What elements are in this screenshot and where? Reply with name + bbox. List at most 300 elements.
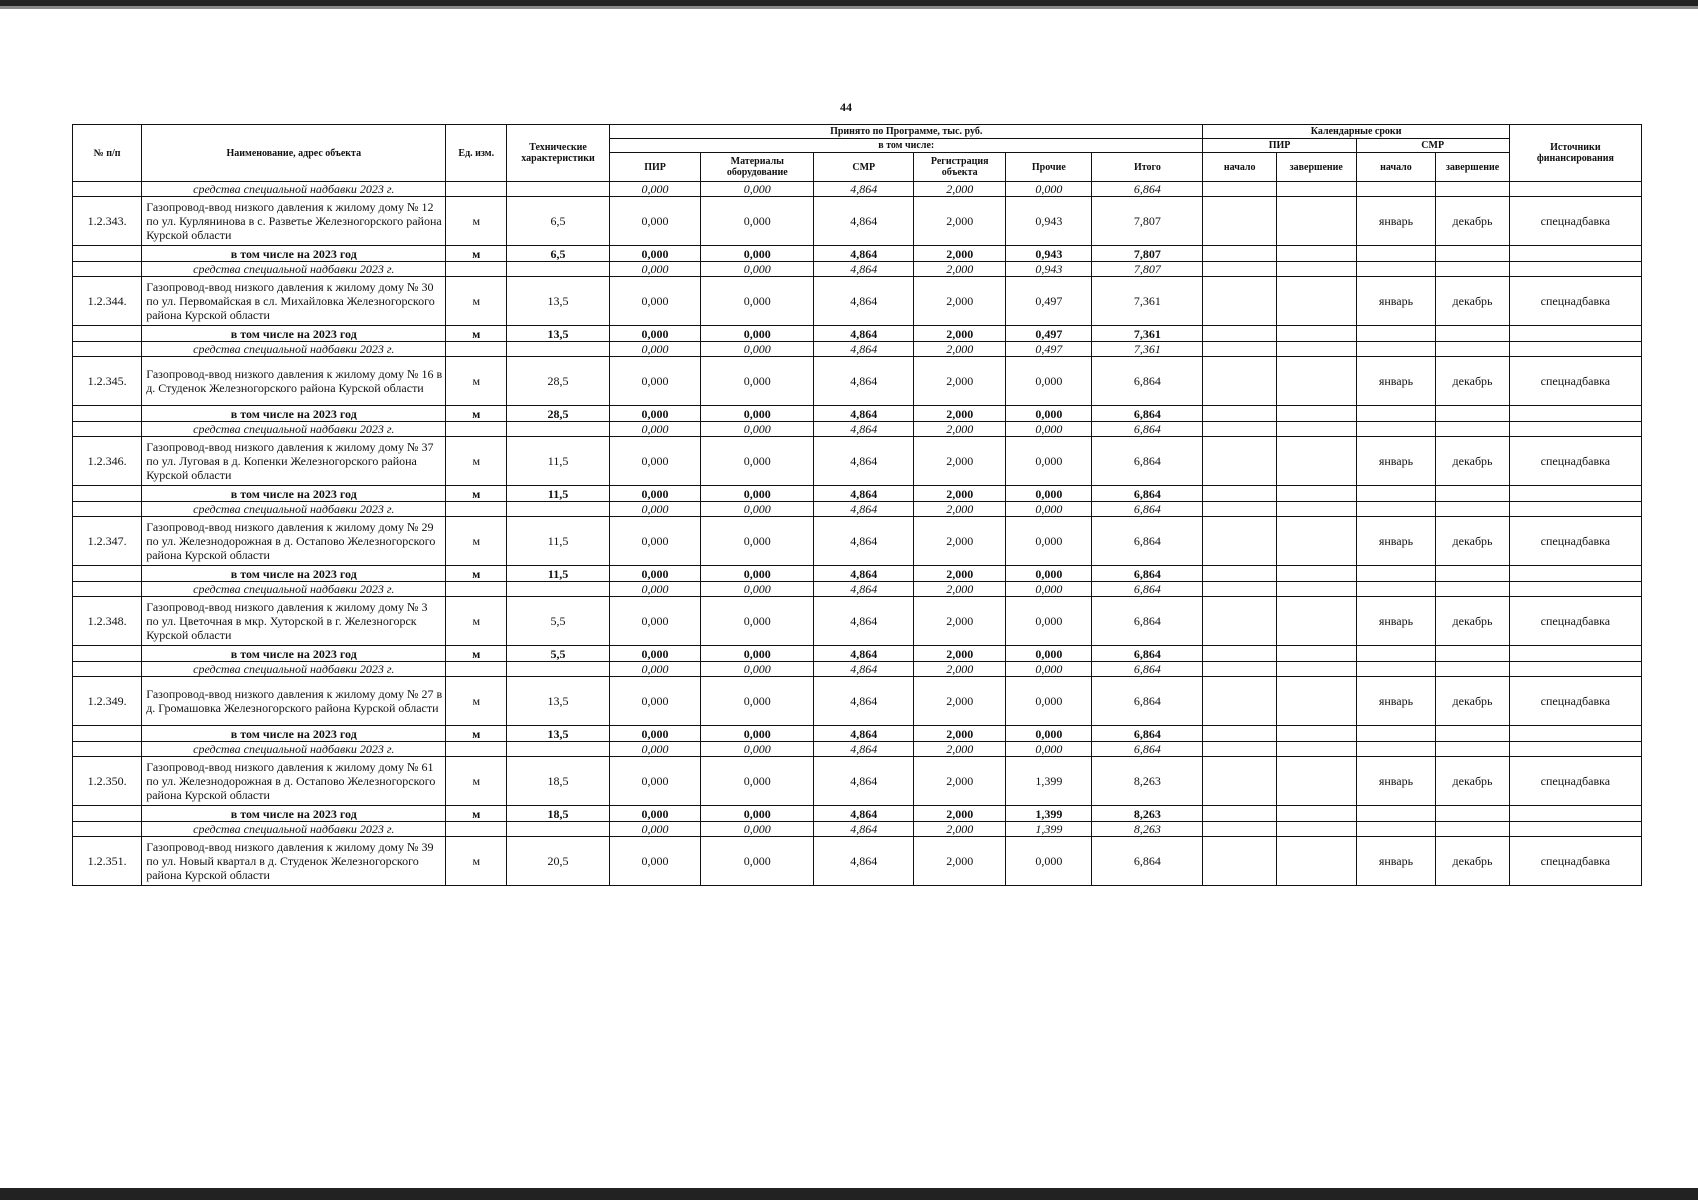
subtotal-unit: м <box>446 486 507 502</box>
header-calendar: Календарные сроки <box>1203 125 1509 139</box>
table-cell <box>1356 486 1436 502</box>
item-other: 0,000 <box>1006 837 1092 886</box>
table-row <box>73 757 1642 806</box>
fund-row <box>73 662 1642 677</box>
fund-materials: 0,000 <box>701 502 814 517</box>
fund-row <box>73 422 1642 437</box>
subtotal-tech: 18,5 <box>507 806 610 822</box>
item-other: 0,000 <box>1006 597 1092 646</box>
fund-label: средства специальной надбавки 2023 г. <box>142 582 446 597</box>
item-pir: 0,000 <box>609 837 700 886</box>
table-cell <box>1356 246 1436 262</box>
item-pir-start <box>1203 437 1276 486</box>
table-cell <box>446 742 507 757</box>
fund-num <box>73 582 142 597</box>
subtotal-pir: 0,000 <box>609 806 700 822</box>
subtotal-materials: 0,000 <box>701 326 814 342</box>
fund-label: средства специальной надбавки 2023 г. <box>142 422 446 437</box>
item-pir-start <box>1203 597 1276 646</box>
item-smr-start: январь <box>1356 437 1436 486</box>
fund-materials: 0,000 <box>701 342 814 357</box>
table-cell <box>446 342 507 357</box>
item-tech: 5,5 <box>507 597 610 646</box>
table-cell <box>1203 822 1276 837</box>
fund-pir: 0,000 <box>609 742 700 757</box>
item-pir-end <box>1276 197 1356 246</box>
table-header <box>73 125 1642 182</box>
subtotal-label: в том числе на 2023 год <box>142 726 446 742</box>
item-name: Газопровод-ввод низкого давления к жилому дому № 12 по ул. Курлянинова в с. Разветье Железногорского района Курской области <box>142 197 446 246</box>
item-pir-start <box>1203 517 1276 566</box>
item-unit: м <box>446 757 507 806</box>
fund-registration: 2,000 <box>914 662 1006 677</box>
subtotal-label: в том числе на 2023 год <box>142 566 446 582</box>
subtotal-other: 0,943 <box>1006 246 1092 262</box>
item-smr: 4,864 <box>814 757 914 806</box>
fund-smr: 4,864 <box>814 582 914 597</box>
table-cell <box>446 582 507 597</box>
item-smr-start: январь <box>1356 517 1436 566</box>
table-cell <box>1276 406 1356 422</box>
subtotal-row <box>73 406 1642 422</box>
item-funding: спецнадбавка <box>1509 197 1641 246</box>
item-registration: 2,000 <box>914 197 1006 246</box>
fund-smr: 4,864 <box>814 662 914 677</box>
header-registration: Регистрация объекта <box>914 153 1006 182</box>
item-unit: м <box>446 837 507 886</box>
subtotal-other: 0,000 <box>1006 486 1092 502</box>
table-cell <box>1203 726 1276 742</box>
subtotal-registration: 2,000 <box>914 726 1006 742</box>
item-tech: 28,5 <box>507 357 610 406</box>
table-cell <box>446 502 507 517</box>
item-pir-start <box>1203 757 1276 806</box>
subtotal-num <box>73 246 142 262</box>
item-smr: 4,864 <box>814 677 914 726</box>
fund-num <box>73 742 142 757</box>
fund-total: 6,864 <box>1092 742 1203 757</box>
subtotal-row <box>73 246 1642 262</box>
header-pir: ПИР <box>609 153 700 182</box>
item-smr: 4,864 <box>814 837 914 886</box>
table-cell <box>1509 486 1641 502</box>
table-cell <box>1509 262 1641 277</box>
table-cell <box>1356 662 1436 677</box>
fund-total: 6,864 <box>1092 662 1203 677</box>
subtotal-smr: 4,864 <box>814 646 914 662</box>
item-registration: 2,000 <box>914 677 1006 726</box>
subtotal-num <box>73 486 142 502</box>
table-cell <box>1276 422 1356 437</box>
header-group-pir: ПИР <box>1203 139 1356 153</box>
fund-row <box>73 182 1642 197</box>
subtotal-unit: м <box>446 246 507 262</box>
item-smr-end: декабрь <box>1436 757 1509 806</box>
item-name: Газопровод-ввод низкого давления к жилому дому № 37 по ул. Луговая в д. Копенки Железногорского района Курской области <box>142 437 446 486</box>
item-total: 7,807 <box>1092 197 1203 246</box>
table-cell <box>1356 502 1436 517</box>
subtotal-smr: 4,864 <box>814 726 914 742</box>
item-smr-end: декабрь <box>1436 197 1509 246</box>
item-unit: м <box>446 517 507 566</box>
item-smr: 4,864 <box>814 197 914 246</box>
fund-registration: 2,000 <box>914 422 1006 437</box>
table-row <box>73 437 1642 486</box>
subtotal-unit: м <box>446 806 507 822</box>
item-pir-end <box>1276 517 1356 566</box>
subtotal-pir: 0,000 <box>609 486 700 502</box>
subtotal-registration: 2,000 <box>914 646 1006 662</box>
table-cell <box>1436 806 1509 822</box>
table-cell <box>1276 806 1356 822</box>
subtotal-num <box>73 326 142 342</box>
item-total: 6,864 <box>1092 437 1203 486</box>
item-unit: м <box>446 197 507 246</box>
fund-other: 0,000 <box>1006 182 1092 197</box>
table-cell <box>1436 662 1509 677</box>
item-pir-end <box>1276 837 1356 886</box>
item-pir-end <box>1276 757 1356 806</box>
subtotal-row <box>73 566 1642 582</box>
fund-materials: 0,000 <box>701 262 814 277</box>
item-registration: 2,000 <box>914 757 1006 806</box>
table-cell <box>1276 326 1356 342</box>
subtotal-row <box>73 646 1642 662</box>
item-funding: спецнадбавка <box>1509 597 1641 646</box>
item-materials: 0,000 <box>701 437 814 486</box>
item-other: 0,000 <box>1006 677 1092 726</box>
table-cell <box>507 262 610 277</box>
subtotal-num <box>73 806 142 822</box>
table-cell <box>507 422 610 437</box>
subtotal-pir: 0,000 <box>609 326 700 342</box>
fund-materials: 0,000 <box>701 742 814 757</box>
fund-label: средства специальной надбавки 2023 г. <box>142 662 446 677</box>
subtotal-tech: 6,5 <box>507 246 610 262</box>
subtotal-num <box>73 726 142 742</box>
fund-other: 0,000 <box>1006 582 1092 597</box>
table-cell <box>1276 262 1356 277</box>
item-registration: 2,000 <box>914 277 1006 326</box>
subtotal-tech: 13,5 <box>507 326 610 342</box>
subtotal-other: 1,399 <box>1006 806 1092 822</box>
subtotal-other: 0,000 <box>1006 726 1092 742</box>
header-smr-end: завершение <box>1436 153 1509 182</box>
fund-row <box>73 742 1642 757</box>
table-cell <box>1356 822 1436 837</box>
table-cell <box>1356 262 1436 277</box>
fund-smr: 4,864 <box>814 822 914 837</box>
subtotal-tech: 13,5 <box>507 726 610 742</box>
table-cell <box>1276 342 1356 357</box>
fund-total: 6,864 <box>1092 582 1203 597</box>
item-smr-start: январь <box>1356 357 1436 406</box>
fund-label: средства специальной надбавки 2023 г. <box>142 502 446 517</box>
fund-registration: 2,000 <box>914 342 1006 357</box>
item-name: Газопровод-ввод низкого давления к жилому дому № 3 по ул. Цветочная в мкр. Хуторской в г. Железногорск Курской области <box>142 597 446 646</box>
subtotal-label: в том числе на 2023 год <box>142 646 446 662</box>
fund-row <box>73 262 1642 277</box>
item-smr-end: декабрь <box>1436 837 1509 886</box>
table-cell <box>1203 662 1276 677</box>
subtotal-other: 0,497 <box>1006 326 1092 342</box>
table-cell <box>1436 502 1509 517</box>
item-other: 0,000 <box>1006 437 1092 486</box>
item-other: 0,943 <box>1006 197 1092 246</box>
table-cell <box>446 262 507 277</box>
fund-label: средства специальной надбавки 2023 г. <box>142 262 446 277</box>
header-other: Прочие <box>1006 153 1092 182</box>
item-registration: 2,000 <box>914 597 1006 646</box>
table-cell <box>507 342 610 357</box>
item-name: Газопровод-ввод низкого давления к жилому дому № 16 в д. Студенок Железногорского района Курской области <box>142 357 446 406</box>
item-pir: 0,000 <box>609 197 700 246</box>
fund-pir: 0,000 <box>609 502 700 517</box>
table-cell <box>507 502 610 517</box>
table-cell <box>1509 502 1641 517</box>
item-smr: 4,864 <box>814 357 914 406</box>
item-pir-start <box>1203 837 1276 886</box>
table-cell <box>1356 806 1436 822</box>
item-number: 1.2.343. <box>73 197 142 246</box>
header-num: № п/п <box>73 125 142 182</box>
table-cell <box>1436 326 1509 342</box>
item-total: 6,864 <box>1092 837 1203 886</box>
item-number: 1.2.349. <box>73 677 142 726</box>
subtotal-label: в том числе на 2023 год <box>142 326 446 342</box>
fund-label: средства специальной надбавки 2023 г. <box>142 742 446 757</box>
table-cell <box>446 822 507 837</box>
table-row <box>73 517 1642 566</box>
subtotal-smr: 4,864 <box>814 566 914 582</box>
item-registration: 2,000 <box>914 837 1006 886</box>
item-funding: спецнадбавка <box>1509 357 1641 406</box>
item-name: Газопровод-ввод низкого давления к жилому дому № 39 по ул. Новый квартал в д. Студенок Железногорского района Курской области <box>142 837 446 886</box>
item-total: 6,864 <box>1092 677 1203 726</box>
item-pir-end <box>1276 357 1356 406</box>
subtotal-pir: 0,000 <box>609 246 700 262</box>
fund-mat: 0,000 <box>701 182 814 197</box>
table-body <box>73 182 1642 886</box>
item-pir-end <box>1276 597 1356 646</box>
table-cell <box>1276 742 1356 757</box>
fund-smr: 4,864 <box>814 182 914 197</box>
table-cell <box>1203 502 1276 517</box>
subtotal-row <box>73 806 1642 822</box>
table-cell <box>1203 646 1276 662</box>
table-row <box>73 197 1642 246</box>
subtotal-smr: 4,864 <box>814 806 914 822</box>
item-name: Газопровод-ввод низкого давления к жилому дому № 30 по ул. Первомайская в сл. Михайловка Железногорского района Курской области <box>142 277 446 326</box>
subtotal-registration: 2,000 <box>914 566 1006 582</box>
subtotal-pir: 0,000 <box>609 406 700 422</box>
subtotal-pir: 0,000 <box>609 726 700 742</box>
subtotal-other: 0,000 <box>1006 646 1092 662</box>
item-smr-end: декабрь <box>1436 677 1509 726</box>
subtotal-num <box>73 566 142 582</box>
table-cell <box>1509 662 1641 677</box>
fund-pir: 0,000 <box>609 262 700 277</box>
item-pir-end <box>1276 677 1356 726</box>
table-cell <box>1203 342 1276 357</box>
table-cell <box>1276 502 1356 517</box>
header-unit: Ед. изм. <box>446 125 507 182</box>
item-tech: 13,5 <box>507 677 610 726</box>
subtotal-total: 6,864 <box>1092 646 1203 662</box>
fund-label: средства специальной надбавки 2023 г. <box>142 822 446 837</box>
header-funding: Источники финансирования <box>1509 125 1641 182</box>
fund-pir: 0,000 <box>609 342 700 357</box>
item-materials: 0,000 <box>701 757 814 806</box>
item-registration: 2,000 <box>914 517 1006 566</box>
item-pir: 0,000 <box>609 277 700 326</box>
item-tech: 11,5 <box>507 517 610 566</box>
fund-reg: 2,000 <box>914 182 1006 197</box>
item-tech: 13,5 <box>507 277 610 326</box>
item-name: Газопровод-ввод низкого давления к жилому дому № 27 в д. Громашовка Железногорского района Курской области <box>142 677 446 726</box>
subtotal-smr: 4,864 <box>814 246 914 262</box>
table-cell <box>1356 646 1436 662</box>
table-cell <box>1203 742 1276 757</box>
fund-pir: 0,000 <box>609 822 700 837</box>
page-number: 44 <box>840 100 852 114</box>
item-smr-end: декабрь <box>1436 277 1509 326</box>
item-materials: 0,000 <box>701 517 814 566</box>
item-smr-start: январь <box>1356 597 1436 646</box>
table-cell <box>1276 662 1356 677</box>
table-cell <box>507 582 610 597</box>
item-materials: 0,000 <box>701 357 814 406</box>
table-cell <box>1203 262 1276 277</box>
item-number: 1.2.350. <box>73 757 142 806</box>
table-cell <box>1203 806 1276 822</box>
subtotal-materials: 0,000 <box>701 726 814 742</box>
fund-total: 7,807 <box>1092 262 1203 277</box>
item-tech: 6,5 <box>507 197 610 246</box>
table-cell <box>1276 726 1356 742</box>
table-cell <box>1436 566 1509 582</box>
table-cell <box>1276 582 1356 597</box>
item-pir-start <box>1203 197 1276 246</box>
subtotal-registration: 2,000 <box>914 406 1006 422</box>
table-cell <box>1509 246 1641 262</box>
subtotal-pir: 0,000 <box>609 566 700 582</box>
fund-smr: 4,864 <box>814 422 914 437</box>
table-cell <box>1276 646 1356 662</box>
table-cell <box>1276 246 1356 262</box>
fund-label: средства специальной надбавки 2023 г. <box>142 342 446 357</box>
item-funding: спецнадбавка <box>1509 277 1641 326</box>
subtotal-total: 6,864 <box>1092 566 1203 582</box>
item-smr-end: декабрь <box>1436 437 1509 486</box>
subtotal-tech: 28,5 <box>507 406 610 422</box>
table-cell <box>1356 422 1436 437</box>
subtotal-tech: 11,5 <box>507 566 610 582</box>
subtotal-unit: м <box>446 566 507 582</box>
table-cell <box>1436 646 1509 662</box>
table-cell <box>1509 422 1641 437</box>
fund-pir: 0,000 <box>609 182 700 197</box>
subtotal-row <box>73 726 1642 742</box>
fund-other: 0,000 <box>1006 422 1092 437</box>
item-pir-start <box>1203 357 1276 406</box>
item-pir: 0,000 <box>609 677 700 726</box>
subtotal-smr: 4,864 <box>814 326 914 342</box>
item-smr-end: декабрь <box>1436 357 1509 406</box>
header-group-smr: СМР <box>1356 139 1509 153</box>
fund-registration: 2,000 <box>914 742 1006 757</box>
subtotal-registration: 2,000 <box>914 246 1006 262</box>
item-total: 8,263 <box>1092 757 1203 806</box>
header-including: в том числе: <box>609 139 1203 153</box>
subtotal-row <box>73 326 1642 342</box>
fund-total: 6,864 <box>1092 422 1203 437</box>
item-number: 1.2.351. <box>73 837 142 886</box>
subtotal-registration: 2,000 <box>914 806 1006 822</box>
subtotal-label: в том числе на 2023 год <box>142 246 446 262</box>
subtotal-num <box>73 646 142 662</box>
fund-num <box>73 262 142 277</box>
table-cell <box>1509 566 1641 582</box>
item-total: 6,864 <box>1092 357 1203 406</box>
item-funding: спецнадбавка <box>1509 757 1641 806</box>
fund-registration: 2,000 <box>914 582 1006 597</box>
header-smr: СМР <box>814 153 914 182</box>
table-cell <box>1436 246 1509 262</box>
item-unit: м <box>446 277 507 326</box>
table-row <box>73 357 1642 406</box>
subtotal-total: 6,864 <box>1092 726 1203 742</box>
table-cell <box>1203 566 1276 582</box>
item-unit: м <box>446 677 507 726</box>
subtotal-total: 8,263 <box>1092 806 1203 822</box>
item-number: 1.2.346. <box>73 437 142 486</box>
budget-table <box>72 124 1642 886</box>
item-tech: 20,5 <box>507 837 610 886</box>
item-materials: 0,000 <box>701 597 814 646</box>
subtotal-unit: м <box>446 406 507 422</box>
fund-registration: 2,000 <box>914 822 1006 837</box>
table-row <box>73 677 1642 726</box>
table-cell <box>1509 342 1641 357</box>
item-smr-start: январь <box>1356 757 1436 806</box>
fund-other: 1,399 <box>1006 822 1092 837</box>
item-funding: спецнадбавка <box>1509 437 1641 486</box>
table-cell <box>1356 406 1436 422</box>
subtotal-registration: 2,000 <box>914 486 1006 502</box>
item-number: 1.2.344. <box>73 277 142 326</box>
table-cell <box>1356 726 1436 742</box>
subtotal-other: 0,000 <box>1006 406 1092 422</box>
table-cell <box>1509 806 1641 822</box>
item-pir: 0,000 <box>609 597 700 646</box>
item-materials: 0,000 <box>701 677 814 726</box>
table-cell <box>1203 422 1276 437</box>
fund-smr: 4,864 <box>814 342 914 357</box>
fund-registration: 2,000 <box>914 502 1006 517</box>
item-total: 7,361 <box>1092 277 1203 326</box>
item-materials: 0,000 <box>701 197 814 246</box>
table-cell <box>1436 726 1509 742</box>
table-cell <box>1203 246 1276 262</box>
item-tech: 11,5 <box>507 437 610 486</box>
item-smr-start: январь <box>1356 277 1436 326</box>
table-cell <box>1203 326 1276 342</box>
item-materials: 0,000 <box>701 837 814 886</box>
item-smr: 4,864 <box>814 597 914 646</box>
item-number: 1.2.348. <box>73 597 142 646</box>
fund-total: 6,864 <box>1092 502 1203 517</box>
